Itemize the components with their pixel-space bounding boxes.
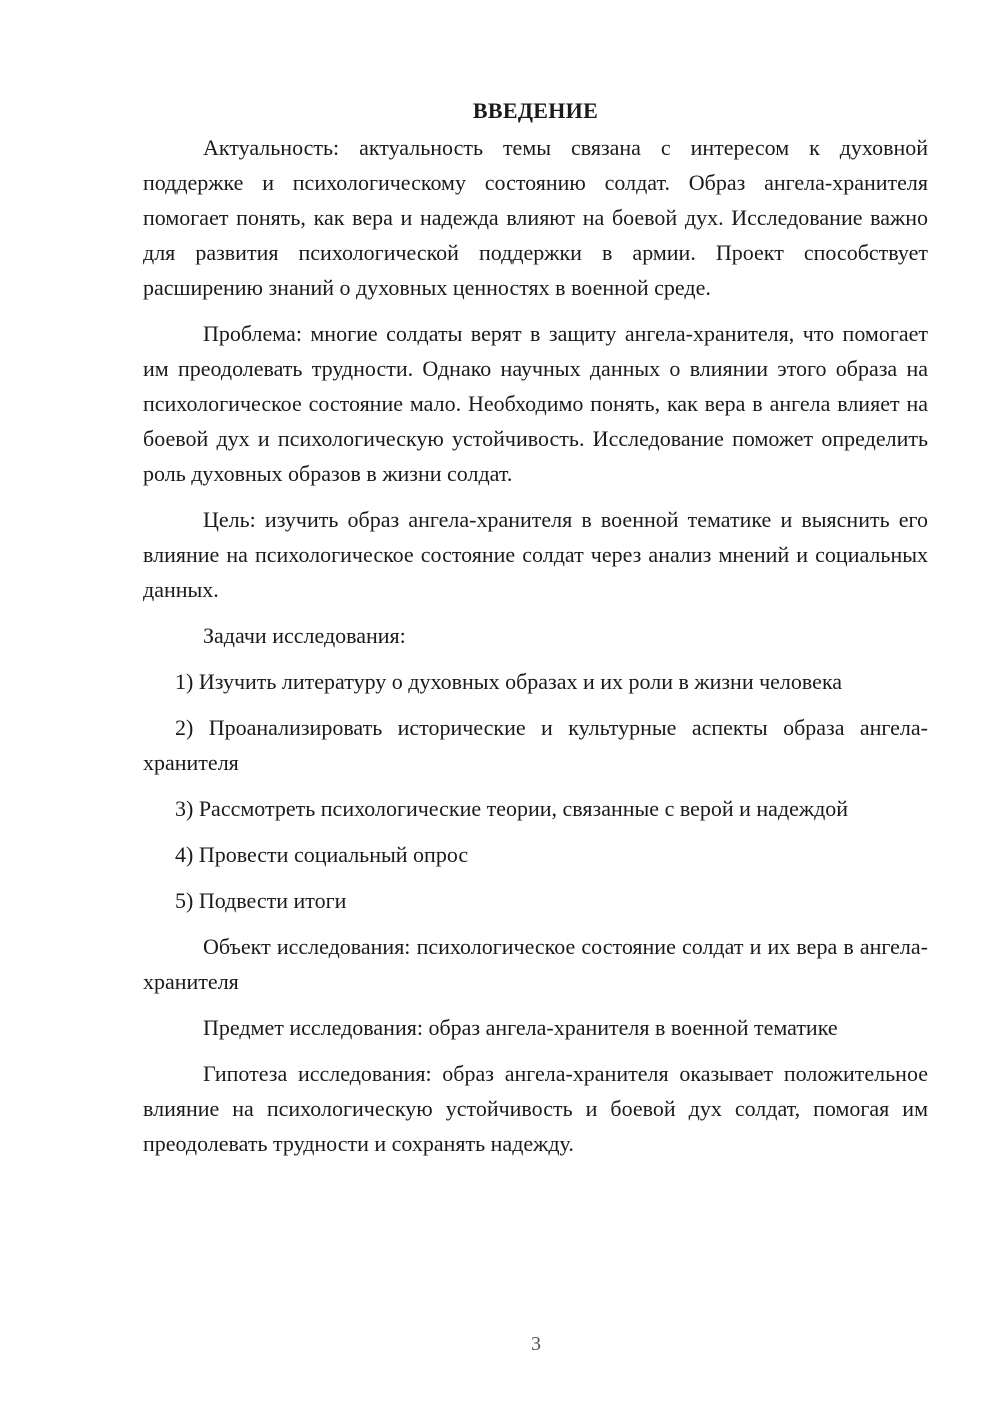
page-number: 3 xyxy=(531,1333,541,1355)
document-page xyxy=(143,96,928,1172)
task-item-5: 5) Подвести итоги xyxy=(175,888,347,913)
problem-paragraph: Проблема: многие солдаты верят в защиту ангела-хранителя, что помогает им преодолевать трудности. Однако научных данных о влиянии этого образа на психологическое состояние мало. Необходимо понять, как вера в ангела влияет на боевой дух и психологическую устойчивость. Исследование поможет определить роль духовных образов в жизни солдат. xyxy=(143,321,928,486)
task-item-2: 2) Проанализировать исторические и культурные аспекты образа ангела-хранителя xyxy=(143,715,928,775)
goal-paragraph: Цель: изучить образ ангела-хранителя в военной тематике и выяснить его влияние на психологическое состояние солдат через анализ мнений и социальных данных. xyxy=(143,507,928,602)
section-heading: ВВЕДЕНИЕ xyxy=(472,98,599,123)
tasks-title: Задачи исследования: xyxy=(203,623,406,648)
hypothesis-paragraph: Гипотеза исследования: образ ангела-хранителя оказывает положительное влияние на психологическую устойчивость и боевой дух солдат, помогая им преодолевать трудности и сохранять надежду. xyxy=(143,1061,928,1156)
task-item-3: 3) Рассмотреть психологические теории, связанные с верой и надеждой xyxy=(175,796,849,821)
relevance-paragraph: Актуальность: актуальность темы связана с интересом к духовной поддержке и психологическому состоянию солдат. Образ ангела-хранителя помогает понять, как вера и надежда влияют на боевой дух. Исследование важно для развития психологической поддержки в армии. Проект способствует расширению знаний о духовных ценностях в военной среде. xyxy=(143,135,928,300)
task-item-4: 4) Провести социальный опрос xyxy=(175,842,469,867)
task-item-1: 1) Изучить литературу о духовных образах и их роли в жизни человека xyxy=(175,669,843,694)
subject-paragraph: Предмет исследования: образ ангела-хранителя в военной тематике xyxy=(203,1015,838,1040)
object-paragraph: Объект исследования: психологическое состояние солдат и их вера в ангела-хранителя xyxy=(143,934,928,994)
